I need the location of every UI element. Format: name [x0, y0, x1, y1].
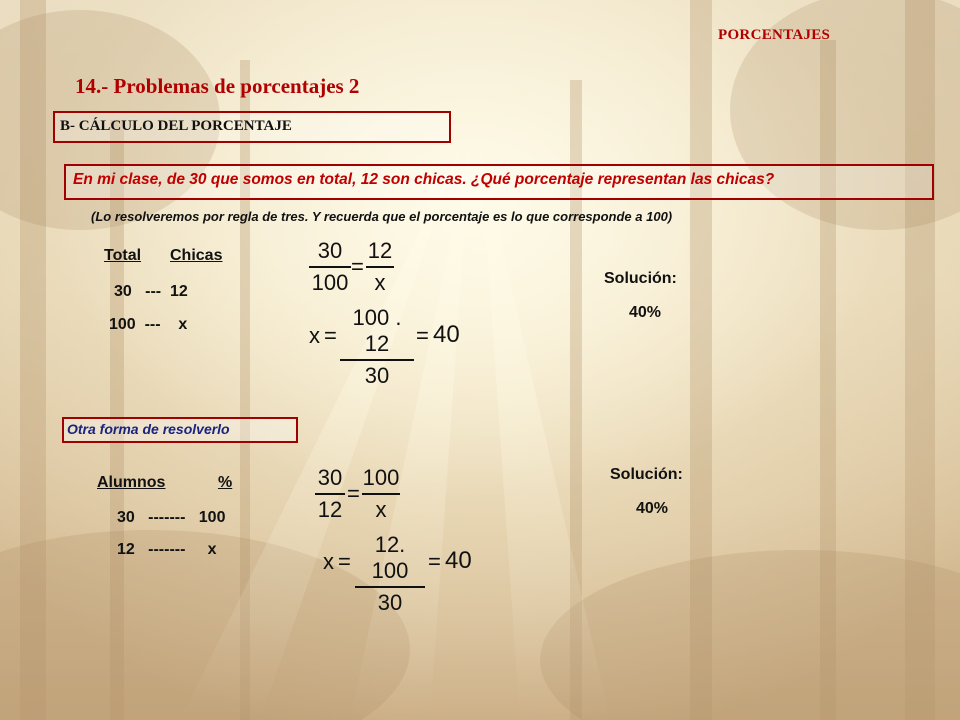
- solution-label: Solución:: [610, 466, 683, 483]
- equals-sign: =: [324, 323, 337, 348]
- fraction-bar: [340, 359, 414, 361]
- column-header-students: Alumnos: [97, 474, 166, 491]
- fraction-denominator: 12: [317, 497, 343, 522]
- fraction-30-over-12: [315, 465, 345, 523]
- result-value: 40: [445, 547, 472, 574]
- fraction-bar: [355, 586, 425, 588]
- fraction-numerator: 30: [317, 238, 343, 263]
- equals-sign: =: [338, 549, 351, 574]
- column-header-percent: %: [218, 474, 233, 491]
- solution-label: Solución:: [604, 270, 677, 287]
- fraction-bar: [309, 266, 351, 268]
- equals-sign: =: [416, 323, 429, 348]
- result-value: 40: [433, 321, 460, 348]
- fraction-denominator: 30: [377, 590, 403, 615]
- fraction-30-over-100: [309, 238, 351, 296]
- table-row-1: 30 --- 12: [114, 283, 188, 300]
- fraction-bar: [362, 493, 400, 495]
- solution-value: 40%: [636, 500, 669, 517]
- other-method-label: Otra forma de resolverlo: [67, 421, 230, 437]
- fraction-numerator: 100: [362, 465, 400, 490]
- fraction-12x100-over-30: [355, 532, 425, 616]
- fraction-100-over-x: [362, 465, 400, 523]
- equals-sign: =: [347, 481, 360, 506]
- table-row-1: 30 ------- 100: [117, 509, 226, 526]
- fraction-numerator: 12: [367, 238, 393, 263]
- method-note: (Lo resolveremos por regla de tres. Y recuerda que el porcentaje es lo que corresponde a 100): [91, 209, 673, 224]
- fraction-denominator: 30: [364, 363, 390, 388]
- table-row-2: 12 ------- x: [117, 541, 217, 558]
- fraction-numerator: 100 . 12: [352, 305, 402, 356]
- fraction-numerator: 30: [317, 465, 343, 490]
- variable-x: x: [309, 323, 320, 348]
- equals-sign: =: [428, 549, 441, 574]
- table-row-2: 100 --- x: [109, 316, 188, 333]
- fraction-denominator: 100: [311, 270, 349, 295]
- column-header-girls: Chicas: [170, 247, 223, 264]
- topic-label: PORCENTAJES: [718, 27, 831, 43]
- solution-value: 40%: [629, 304, 662, 321]
- fraction-bar: [315, 493, 345, 495]
- equals-sign: =: [351, 254, 364, 279]
- column-header-total: Total: [104, 247, 142, 264]
- fraction-denominator: x: [375, 497, 387, 522]
- fraction-numerator: 12. 100: [371, 532, 409, 583]
- page-title: 14.- Problemas de porcentajes 2: [75, 74, 360, 98]
- fraction-bar: [366, 266, 394, 268]
- fraction-12-over-x: [366, 238, 394, 296]
- fraction-denominator: x: [374, 270, 386, 295]
- fraction-100x12-over-30: [340, 305, 414, 389]
- section-title: B- CÁLCULO DEL PORCENTAJE: [60, 118, 292, 134]
- problem-statement: En mi clase, de 30 que somos en total, 12 son chicas. ¿Qué porcentaje representan las chicas?: [73, 171, 775, 188]
- variable-x: x: [323, 549, 334, 574]
